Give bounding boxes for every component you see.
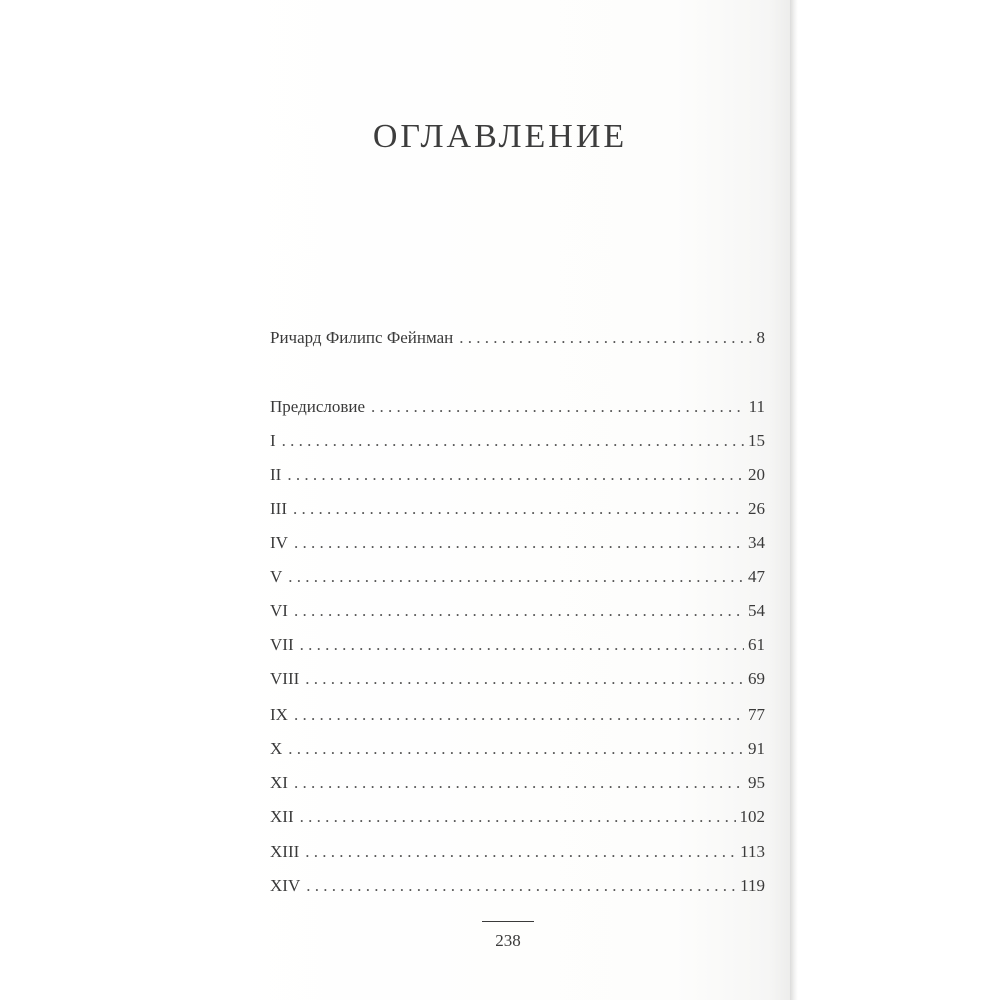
toc-entry-page: 61 [748,635,765,654]
toc-entry-page: 15 [748,431,765,450]
toc-entry-page: 77 [748,705,765,724]
toc-entry-label: XII [270,807,294,826]
toc-leader-dots [300,635,744,655]
toc-entry-page: 26 [748,499,765,518]
toc-entry-label: XI [270,773,288,792]
page-number: 238 [495,931,521,950]
toc-entry-chapter-12 [270,807,765,827]
toc-entry-chapter-3 [270,499,765,519]
toc-leader-dots [305,669,744,689]
toc-leader-dots [293,499,744,519]
toc-entry-label: VII [270,635,294,654]
toc-entry-page: 47 [748,567,765,586]
toc-leader-dots [287,465,744,485]
toc-entry-page: 119 [740,876,765,895]
toc-leader-dots [305,842,736,862]
toc-leader-dots [294,601,744,621]
toc-leader-dots [459,328,752,348]
toc-entry-feynman [270,328,765,348]
toc-entry-label: VI [270,601,288,620]
toc-leader-dots [300,807,736,827]
toc-entry-label: IV [270,533,288,552]
toc-entry-label: X [270,739,283,758]
toc-entry-label: III [270,499,287,518]
toc-entry-chapter-4 [270,533,765,553]
toc-entry-page: 113 [740,842,765,861]
toc-entry-chapter-13 [270,842,765,862]
toc-entry-page: 102 [739,807,765,826]
toc-leader-dots [294,705,744,725]
toc-entry-label: Предисловие [270,397,366,416]
toc-leader-dots [282,431,744,451]
toc-entry-chapter-8 [270,669,765,689]
toc-entry-label: V [270,567,283,586]
toc-entry-label: II [270,465,282,484]
toc-entry-chapter-14 [270,876,765,896]
toc-entry-chapter-5 [270,567,765,587]
toc-entry-chapter-7 [270,635,765,655]
toc-entry-preface [270,397,765,417]
toc-leader-dots [294,533,744,553]
toc-entry-chapter-1 [270,431,765,451]
toc-entry-label: I [270,431,276,450]
toc-entry-label: Ричард Филипс Фейнман [270,328,454,347]
toc-entry-page: 54 [748,601,765,620]
toc-entry-chapter-10 [270,739,765,759]
toc-leader-dots [288,567,744,587]
toc-entry-page: 95 [748,773,765,792]
toc-entry-label: IX [270,705,288,724]
toc-leader-dots [306,876,736,896]
toc-entry-page: 69 [748,669,765,688]
toc-entry-label: XIII [270,842,300,861]
toc-leader-dots [288,739,744,759]
toc-entry-chapter-9 [270,705,765,725]
toc-entry-label: VIII [270,669,300,688]
folio-rule [482,921,534,922]
toc-leader-dots [294,773,744,793]
toc-entry-page: 8 [756,328,765,347]
toc-entry-page: 20 [748,465,765,484]
toc-entry-chapter-6 [270,601,765,621]
toc-entry-chapter-11 [270,773,765,793]
toc-entry-label: XIV [270,876,301,895]
toc-leader-dots [371,397,745,417]
toc-entry-page: 34 [748,533,765,552]
toc-entry-page: 11 [748,397,765,416]
toc-entry-chapter-2 [270,465,765,485]
toc-entry-page: 91 [748,739,765,758]
page-title: ОГЛАВЛЕНИЕ [372,118,628,155]
